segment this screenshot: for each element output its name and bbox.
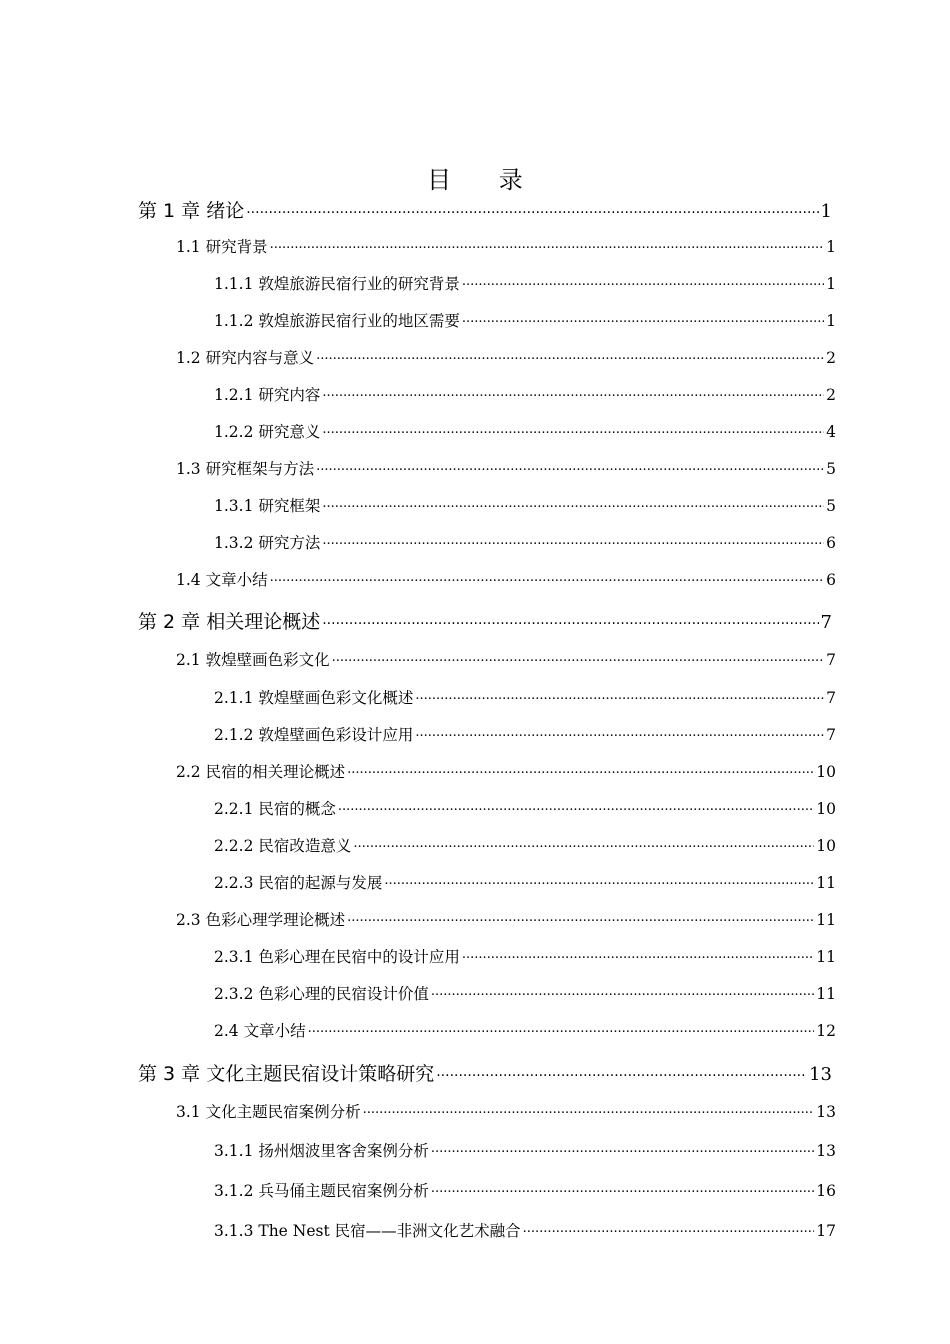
toc-label: 1.2 研究内容与意义 (176, 349, 315, 367)
toc-chapter-1[interactable] (138, 196, 832, 223)
leader-dots (270, 570, 825, 586)
toc-page: 13 (816, 1142, 836, 1160)
leader-dots (415, 725, 824, 741)
leader-dots (338, 799, 814, 815)
toc-label: 2.1.2 敦煌壁画色彩设计应用 (214, 726, 414, 744)
toc-page: 7 (826, 651, 836, 669)
toc-entry[interactable] (214, 420, 836, 442)
toc-label: 3.1.3 The Nest 民宿——非洲文化艺术融合 (214, 1222, 521, 1240)
leader-dots (384, 873, 814, 889)
leader-dots (431, 1181, 814, 1197)
toc-page: 7 (820, 612, 832, 633)
toc-entry[interactable] (176, 235, 836, 257)
toc-page: 7 (826, 726, 836, 744)
toc-entry[interactable] (176, 1100, 836, 1122)
toc-label: 2.4 文章小结 (214, 1022, 306, 1040)
leader-dots (322, 609, 818, 628)
toc-label: 3.1.2 兵马俑主题民宿案例分析 (214, 1182, 429, 1200)
leader-dots (415, 688, 824, 704)
toc-page: 1 (826, 312, 836, 330)
toc-entry[interactable] (214, 1139, 836, 1161)
toc-entry[interactable] (176, 457, 836, 479)
leader-dots (316, 348, 824, 364)
toc-label: 2.3.2 色彩心理的民宿设计价值 (214, 985, 429, 1003)
leader-dots (353, 836, 814, 852)
leader-dots (332, 650, 825, 666)
toc-label: 2.2 民宿的相关理论概述 (176, 763, 346, 781)
toc-chapter-2[interactable] (138, 607, 832, 634)
leader-dots (462, 274, 824, 290)
toc-label: 1.3.1 研究框架 (214, 497, 321, 515)
toc-entry[interactable] (214, 272, 836, 294)
leader-dots (308, 1021, 815, 1037)
toc-entry[interactable] (214, 494, 836, 516)
leader-dots (316, 459, 824, 475)
leader-dots (322, 496, 824, 512)
toc-page: 11 (816, 985, 836, 1003)
toc-entry[interactable] (214, 686, 836, 708)
toc-entry[interactable] (214, 723, 836, 745)
toc-label: 2.2.1 民宿的概念 (214, 800, 336, 818)
toc-page: 5 (826, 497, 836, 515)
leader-dots (431, 1141, 814, 1157)
toc-page: 10 (816, 837, 836, 855)
leader-dots (523, 1221, 815, 1237)
toc-entry[interactable] (214, 871, 836, 893)
toc-entry[interactable] (214, 834, 836, 856)
leader-dots (347, 762, 814, 778)
toc-entry[interactable] (214, 945, 836, 967)
toc-page: 12 (816, 1022, 836, 1040)
toc-page: 11 (816, 948, 836, 966)
leader-dots (322, 533, 824, 549)
toc-page: 11 (816, 911, 836, 929)
leader-dots (347, 910, 814, 926)
leader-dots (246, 198, 818, 217)
toc-entry[interactable] (214, 797, 836, 819)
toc-label: 第 3 章 文化主题民宿设计策略研究 (138, 1063, 435, 1085)
leader-dots (462, 947, 814, 963)
toc-page: 17 (816, 1222, 836, 1240)
toc-label: 1.1 研究背景 (176, 238, 268, 256)
toc-label: 第 1 章 绪论 (138, 200, 245, 222)
toc-entry[interactable] (176, 760, 836, 782)
toc-page: 10 (816, 800, 836, 818)
toc-page: 1 (826, 275, 836, 293)
toc-page: 16 (816, 1182, 836, 1200)
toc-page: 6 (826, 534, 836, 552)
leader-dots (322, 422, 824, 438)
toc-entry[interactable] (214, 1219, 836, 1241)
toc-label: 2.1 敦煌壁画色彩文化 (176, 651, 330, 669)
toc-entry[interactable] (214, 383, 836, 405)
toc-label: 1.1.1 敦煌旅游民宿行业的研究背景 (214, 275, 460, 293)
toc-label: 1.2.2 研究意义 (214, 423, 321, 441)
toc-page: 1 (820, 201, 832, 222)
toc-page: 13 (816, 1103, 836, 1121)
toc-label: 2.1.1 敦煌壁画色彩文化概述 (214, 689, 414, 707)
toc-label: 2.3.1 色彩心理在民宿中的设计应用 (214, 948, 460, 966)
leader-dots (436, 1061, 807, 1080)
toc-chapter-3[interactable] (138, 1059, 832, 1086)
leader-dots (270, 237, 825, 253)
toc-page: 6 (826, 571, 836, 589)
toc-label: 2.3 色彩心理学理论概述 (176, 911, 346, 929)
toc-label: 1.3.2 研究方法 (214, 534, 321, 552)
toc-label: 第 2 章 相关理论概述 (138, 611, 321, 633)
toc-entry[interactable] (176, 346, 836, 368)
toc-title: 目 录 (427, 166, 543, 194)
toc-entry[interactable] (214, 1019, 836, 1041)
toc-page: 10 (816, 763, 836, 781)
toc-entry[interactable] (214, 531, 836, 553)
toc-page: 4 (826, 423, 836, 441)
toc-page: 2 (826, 349, 836, 367)
toc-entry[interactable] (214, 1179, 836, 1201)
toc-page: 11 (816, 874, 836, 892)
toc-page: 5 (826, 460, 836, 478)
leader-dots (322, 385, 824, 401)
toc-entry[interactable] (176, 908, 836, 930)
toc-label: 2.2.3 民宿的起源与发展 (214, 874, 383, 892)
toc-page: 2 (826, 386, 836, 404)
toc-page: 13 (809, 1064, 832, 1085)
leader-dots (462, 311, 824, 327)
leader-dots (431, 984, 814, 1000)
toc-entry[interactable] (214, 982, 836, 1004)
toc-entry[interactable] (176, 648, 836, 670)
toc-label: 1.4 文章小结 (176, 571, 268, 589)
leader-dots (363, 1102, 815, 1118)
toc-label: 3.1.1 扬州烟波里客舍案例分析 (214, 1142, 429, 1160)
toc-entry[interactable] (214, 309, 836, 331)
toc-label: 1.3 研究框架与方法 (176, 460, 315, 478)
toc-entry[interactable] (176, 568, 836, 590)
toc-label: 2.2.2 民宿改造意义 (214, 837, 352, 855)
toc-label: 1.2.1 研究内容 (214, 386, 321, 404)
toc-page: 7 (826, 689, 836, 707)
toc-label: 3.1 文化主题民宿案例分析 (176, 1103, 361, 1121)
toc-page: 1 (826, 238, 836, 256)
toc-label: 1.1.2 敦煌旅游民宿行业的地区需要 (214, 312, 460, 330)
